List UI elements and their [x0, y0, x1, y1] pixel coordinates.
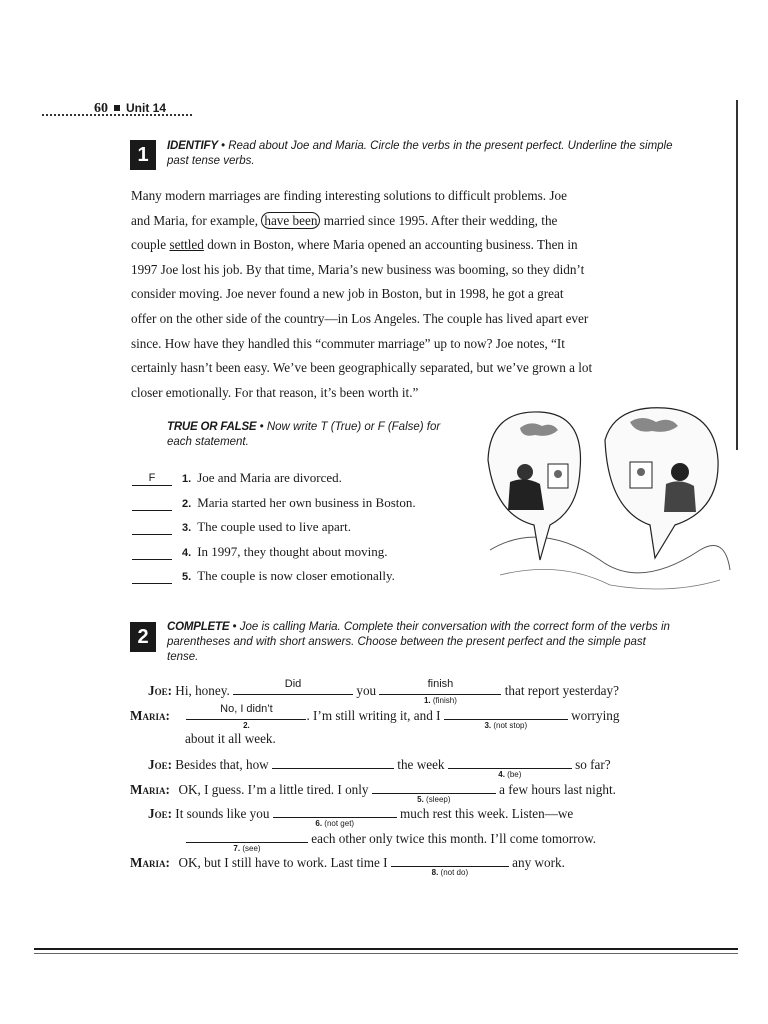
answer-blank-1[interactable]: Did: [233, 681, 353, 695]
passage-line: since. How have they handled this “commuter marriage” up to now? Joe notes, “It: [131, 335, 565, 351]
verb-hint: 8. (not do): [431, 868, 469, 877]
answer-blank[interactable]: [132, 569, 172, 584]
exercise-2-number: 2: [130, 622, 156, 652]
answer-blank[interactable]: [132, 545, 172, 560]
passage-line: certainly hasn’t been easy. We’ve been geographically separated, but we’ve grown a lot: [131, 360, 593, 376]
dialogue-line-8: Maria: OK, but I still have to work. Last time I 8. (not do) any work.: [130, 855, 565, 877]
dialogue-line-2: Maria: No, I didn’t 2. . I’m still writing it, and I 3. (not stop) worrying: [130, 703, 620, 730]
bottom-rule: [34, 948, 738, 950]
statement-text: The couple is now closer emotionally.: [197, 568, 395, 583]
true-false-item: [132, 568, 395, 584]
verb-hint: 3. (not stop): [484, 721, 528, 730]
passage-line: 1997 Joe lost his job. By that time, Maria’s new business was booming, so they didn’t: [131, 261, 585, 277]
verb-hint: 7. (see): [233, 844, 261, 853]
true-false-label: TRUE OR FALSE: [167, 421, 257, 433]
reading-passage: [131, 184, 671, 405]
passage-line: consider moving. Joe never found a new job in Boston, but in 1998, he got a great: [131, 286, 564, 302]
answer-blank-2[interactable]: finish 1. (finish): [379, 681, 501, 695]
true-false-item: [132, 544, 387, 560]
item-number: 2.: [182, 497, 192, 510]
answer-blank[interactable]: [132, 520, 172, 535]
answer-blank-6[interactable]: [448, 755, 572, 779]
unit-title: Unit 14: [126, 101, 167, 115]
exercise-1-number: 1: [130, 140, 156, 170]
passage-line: closer emotionally. For that reason, it’s been worth it.”: [131, 384, 419, 400]
statement-text: The couple used to live apart.: [197, 519, 351, 534]
answer-blank-8[interactable]: [273, 804, 397, 828]
verb-hint: 5. (sleep): [417, 795, 451, 804]
dialogue-line-3: about it all week.: [185, 731, 276, 746]
dialogue-line-6: Joe: It sounds like you 6. (not get) much rest this week. Listen—we: [148, 806, 574, 828]
true-false-instruction: TRUE OR FALSE • Now write T (True) or F (False) for each statement.: [167, 421, 441, 448]
true-false-instruction-text: Now write T (True) or F (False) for each statement.: [167, 421, 441, 448]
answer-blank-5[interactable]: [272, 755, 394, 769]
answer-blank-7[interactable]: [372, 780, 496, 804]
exercise-1-instruction-text: Read about Joe and Maria. Circle the verbs in the present perfect. Underline the simple past tense verbs.: [167, 140, 673, 167]
answer-blank[interactable]: F: [132, 471, 172, 486]
page-number: 60: [94, 101, 108, 116]
maria-figure-head: [671, 463, 689, 481]
item-number: 3.: [182, 522, 192, 534]
dialogue-line-7: 7. (see) each other only twice this month. I’ll come tomorrow.: [186, 829, 596, 847]
true-false-item: [132, 470, 342, 486]
exercise-2-label: COMPLETE: [167, 621, 230, 633]
circled-verb: have been: [261, 212, 320, 229]
statement-text: In 1997, they thought about moving.: [197, 543, 388, 559]
answer-blank-9[interactable]: [186, 829, 308, 853]
square-bullet-icon: [114, 105, 120, 111]
answer-blank-10[interactable]: [391, 853, 509, 877]
statement-text: Joe and Maria are divorced.: [197, 470, 342, 485]
speaker-joe: Joe:: [148, 683, 172, 698]
verb-hint: 6. (not get): [315, 819, 355, 828]
exercise-2-instruction: COMPLETE • Joe is calling Maria. Complete their conversation with the correct form of the verbs in parentheses and with short answers. Choose between the present perfect and the simple past tense.: [167, 621, 670, 663]
bottom-rule-thin: [34, 953, 738, 954]
true-false-item: [132, 519, 351, 535]
item-number: 5.: [182, 571, 192, 583]
exercise-2-instruction-text: Joe is calling Maria. Complete their conversation with the correct form of the verbs in parentheses and with short answers. Choose between the present perfect and the simple past tense.: [167, 621, 670, 663]
dotted-rule: [42, 114, 192, 116]
joe-figure-body: [508, 479, 544, 510]
passage-line: and Maria, for example, have been married since 1995. After their wedding, the: [131, 212, 558, 228]
answer-blank-4[interactable]: [444, 706, 568, 730]
joe-figure-head: [517, 464, 533, 480]
exercise-1-instruction: IDENTIFY • Read about Joe and Maria. Circle the verbs in the present perfect. Underline the simple past tense verbs.: [167, 140, 673, 167]
commuter-couple-illustration: [480, 400, 738, 600]
underlined-verb: settled: [169, 237, 204, 253]
exercise-1-label: IDENTIFY: [167, 140, 218, 152]
verb-hint: 4. (be): [498, 770, 522, 779]
passage-line: couple settled down in Boston, where Maria opened an accounting business. Then in: [131, 237, 578, 253]
true-false-item: [132, 495, 416, 511]
dialogue-line-5: Maria: OK, I guess. I’m a little tired. I only 5. (sleep) a few hours last night.: [130, 782, 616, 804]
passage-line: offer on the other side of the country—in Los Angeles. The couple has lived apart ever: [131, 310, 589, 326]
answer-blank[interactable]: [132, 496, 172, 511]
answer-blank-3[interactable]: No, I didn’t 2.: [186, 706, 306, 720]
speaker-maria: Maria:: [130, 708, 170, 723]
maria-figure-body: [664, 481, 696, 512]
verb-hint: 2.: [243, 721, 250, 730]
page-edge-line: [736, 100, 738, 450]
passage-line: Many modern marriages are finding interesting solutions to difficult problems. Joe: [131, 188, 567, 203]
item-number: 4.: [182, 546, 192, 559]
map-coastline: [490, 537, 730, 573]
dialogue-line-4: Joe: Besides that, how the week 4. (be) so far?: [148, 757, 611, 779]
dialogue-line-1: Joe: Hi, honey. Did you finish 1. (finish) that report yesterday?: [148, 678, 619, 705]
statement-text: Maria started her own business in Boston.: [197, 494, 416, 510]
item-number: 1.: [182, 473, 192, 485]
verb-hint: 1. (finish): [423, 696, 457, 705]
